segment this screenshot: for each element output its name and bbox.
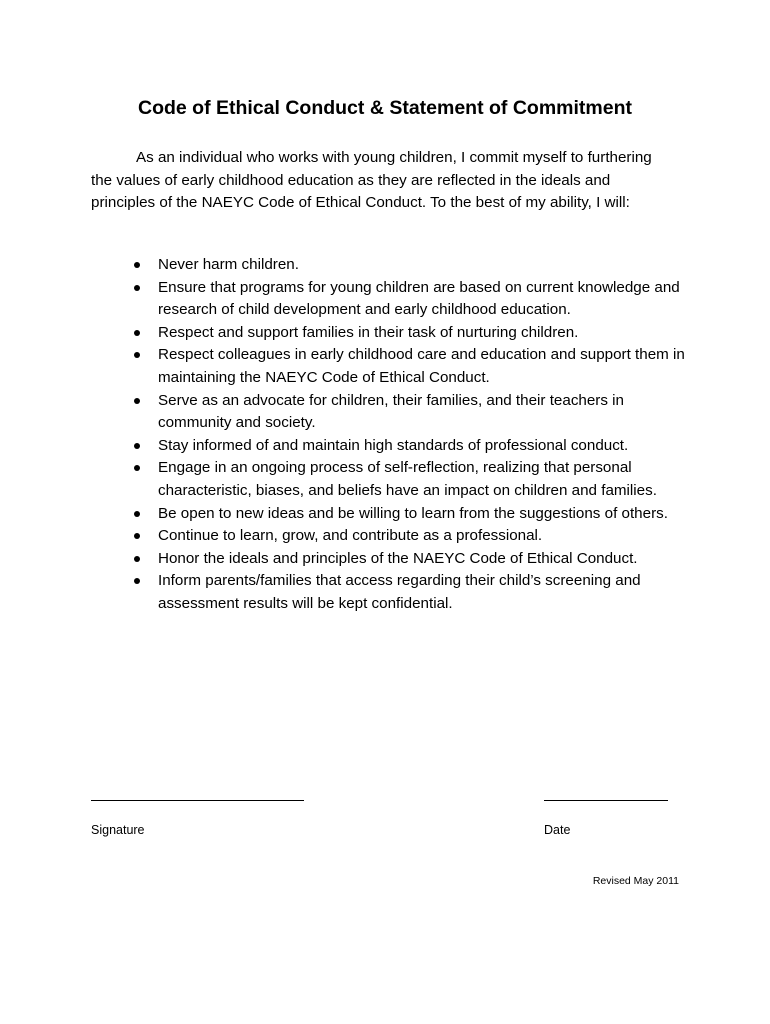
bullet-icon [134, 578, 140, 584]
intro-paragraph: As an individual who works with young children, I commit myself to furthering the values of early childhood education as they are reflected in the ideals and principles of the NAEYC Code of Ethical Conduct. To the best of my ability, I will: [91, 149, 652, 212]
date-line[interactable] [544, 800, 668, 801]
revision-note: Revised May 2011 [592, 875, 679, 887]
commitment-text: Inform parents/families that access regarding their child’s screening and assessment results will be kept confidential. [158, 572, 641, 612]
commitment-item [130, 254, 690, 277]
bullet-icon [134, 262, 140, 268]
commitment-item [130, 570, 690, 615]
commitment-item [130, 457, 690, 502]
commitment-item [130, 548, 690, 571]
date-label: Date [544, 823, 571, 837]
signature-label: Signature [91, 823, 145, 837]
commitment-text: Honor the ideals and principles of the NAEYC Code of Ethical Conduct. [158, 549, 638, 567]
commitment-text: Ensure that programs for young children are based on current knowledge and research of child development and early childhood education. [158, 278, 680, 319]
bullet-icon [134, 465, 140, 471]
bullet-icon [134, 511, 140, 517]
commitment-item [130, 503, 690, 526]
commitment-text: Stay informed of and maintain high standards of professional conduct. [158, 436, 629, 454]
document-title: Code of Ethical Conduct & Statement of Commitment [137, 97, 632, 119]
commitment-item [130, 525, 690, 548]
commitment-item [130, 435, 690, 458]
commitment-text: Never harm children. [158, 256, 299, 273]
bullet-icon [134, 443, 140, 449]
bullet-icon [134, 556, 140, 562]
commitment-text: Engage in an ongoing process of self-reflection, realizing that personal characteristic, biases, and beliefs have an impact on children and families. [158, 459, 657, 499]
bullet-icon [134, 533, 140, 539]
commitment-item [130, 344, 690, 389]
commitment-list [130, 254, 690, 616]
commitment-item [130, 277, 690, 322]
commitment-text: Continue to learn, grow, and contribute as a professional. [158, 527, 543, 545]
bullet-icon [134, 285, 140, 291]
commitment-text: Respect colleagues in early childhood care and education and support them in maintaining the NAEYC Code of Ethical Conduct. [158, 346, 685, 386]
bullet-icon [134, 352, 140, 358]
signature-line[interactable] [91, 800, 304, 801]
bullet-icon [134, 398, 140, 404]
commitment-item [130, 322, 690, 345]
commitment-item [130, 390, 690, 435]
bullet-icon [134, 330, 140, 336]
commitment-text: Respect and support families in their task of nurturing children. [158, 323, 579, 341]
commitment-text: Be open to new ideas and be willing to learn from the suggestions of others. [158, 504, 668, 522]
commitment-text: Serve as an advocate for children, their families, and their teachers in community and society. [158, 391, 624, 432]
